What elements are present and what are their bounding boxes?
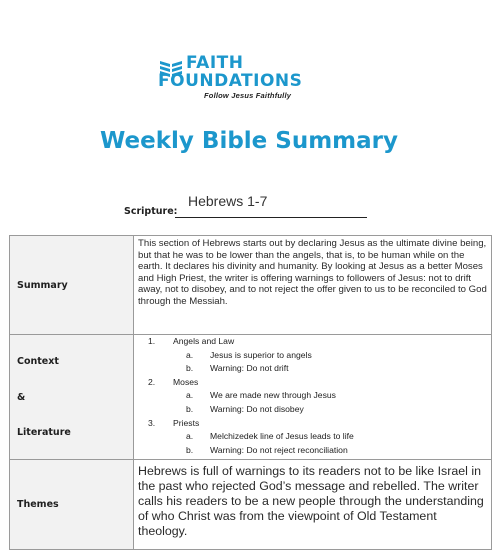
brand-name-line2: FOUNDATIONS xyxy=(158,71,303,91)
scripture-field[interactable]: Hebrews 1-7 xyxy=(188,193,268,209)
summary-text: This section of Hebrews starts out by declaring Jesus as the ultimate divine being, but that he was to be lower than the angels, that is, to be human while on the earth. It declares his divinity and humanity. By looking at Jesus as a better Moses and High Priest, the writer is offering warnings to followers of Jesus: not to drift away, not to disobey, and to not reject the offer given to us to be reconciled to God through the Messiah. xyxy=(138,238,487,307)
brand-logo xyxy=(158,53,348,103)
list-item-title: Moses xyxy=(173,376,199,387)
sub-list xyxy=(138,430,487,457)
sub-list xyxy=(138,389,487,416)
sub-list-item: b. Warning: Do not reject reconciliation xyxy=(186,444,348,455)
page-title: Weekly Bible Summary xyxy=(99,128,399,154)
brand-tagline: Follow Jesus Faithfully xyxy=(204,91,292,100)
list-item-title: Angels and Law xyxy=(173,336,235,346)
list-item xyxy=(138,376,487,417)
context-label: Context xyxy=(17,356,59,368)
list-item-title: Priests xyxy=(173,417,200,428)
context-cell[interactable] xyxy=(134,335,492,460)
brand-name-line1: FAITH xyxy=(186,53,244,73)
context-row xyxy=(10,335,492,460)
sub-list-item: b. Warning: Do not drift xyxy=(186,363,289,374)
list-number: 2. xyxy=(148,376,156,387)
themes-text: Hebrews is full of warnings to its readers not to be like Israel in the past who rejected God’s message and rebelled. The writer calls his readers to be a new people through the understanding of who Christ was from the viewpoint of Old Testament theology. xyxy=(138,464,484,539)
sub-list-item: b. Warning: Do not disobey xyxy=(186,403,304,414)
sub-list-item: a. Melchizedek line of Jesus leads to life xyxy=(186,431,354,442)
literature-label: Literature xyxy=(17,427,71,439)
scripture-label: Scripture: xyxy=(124,206,178,217)
summary-cell[interactable] xyxy=(134,236,492,335)
themes-label: Themes xyxy=(10,460,134,550)
themes-row xyxy=(10,460,492,550)
sub-list xyxy=(138,349,487,376)
summary-table xyxy=(9,235,492,550)
list-item xyxy=(138,335,487,376)
context-list xyxy=(138,335,487,457)
list-number: 3. xyxy=(148,417,156,428)
context-ampersand: & xyxy=(17,391,26,403)
sub-list-item: a. We are made new through Jesus xyxy=(186,390,336,401)
list-number: 1. xyxy=(148,336,156,346)
scripture-underline xyxy=(175,217,367,218)
list-item xyxy=(138,417,487,458)
context-label-cell xyxy=(10,335,134,460)
summary-label: Summary xyxy=(10,236,134,335)
themes-cell[interactable] xyxy=(134,460,492,550)
sub-list-item: a. Jesus is superior to angels xyxy=(186,349,312,360)
summary-row xyxy=(10,236,492,335)
